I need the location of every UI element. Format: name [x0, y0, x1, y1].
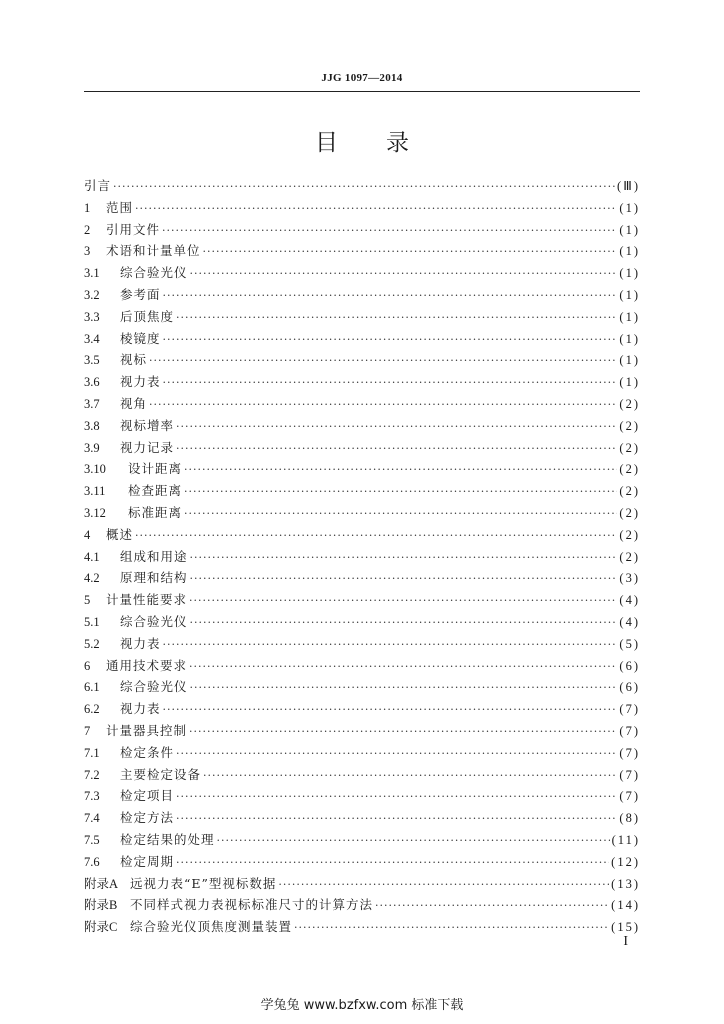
toc-entry-page: (4): [619, 593, 640, 608]
toc-leader-dots: [278, 874, 609, 896]
toc-entry-page: (7): [619, 723, 640, 738]
toc-entry-number: 1: [84, 200, 91, 215]
toc-leader-dots: [217, 830, 610, 852]
toc-entry-number: 7.4: [84, 811, 100, 826]
toc-leader-dots: [162, 220, 617, 242]
toc-leader-dots: [149, 350, 617, 372]
toc-entry-page: (2): [619, 396, 640, 411]
toc-entry-number: 3.9: [84, 440, 100, 455]
toc-entry-page: (6): [619, 680, 640, 695]
toc-entry[interactable]: [84, 502, 640, 524]
toc-entry-page: (11): [611, 832, 640, 847]
watermark-footer: 学兔兔 www.bzfxw.com 标准下载: [260, 998, 464, 1013]
toc-entry[interactable]: [84, 458, 640, 480]
toc-entry-title: 概述: [106, 526, 134, 542]
toc-entry[interactable]: [84, 480, 640, 502]
toc-entry-page: (1): [619, 309, 640, 324]
toc-entry[interactable]: [84, 371, 640, 393]
toc-entry-page: (1): [619, 200, 640, 215]
toc-entry[interactable]: [84, 676, 640, 698]
toc-entry-page: (1): [619, 353, 640, 368]
toc-entry-title: 检定方法: [120, 810, 175, 826]
toc-entry[interactable]: [84, 589, 640, 611]
toc-entry-title: 检定结果的处理: [120, 831, 215, 847]
toc-entry-number: 3.2: [84, 287, 100, 302]
toc-leader-dots: [176, 852, 609, 874]
toc-entry-title: 计量器具控制: [106, 722, 188, 738]
toc-leader-dots: [176, 438, 617, 460]
toc-leader-dots: [190, 677, 618, 699]
toc-entry-page: (2): [619, 505, 640, 520]
toc-entry[interactable]: [84, 393, 640, 415]
toc-leader-dots: [163, 372, 618, 394]
toc-leader-dots: [190, 568, 618, 590]
toc-entry[interactable]: [84, 546, 640, 568]
toc-entry-title: 通用技术要求: [106, 657, 188, 673]
toc-entry[interactable]: [84, 415, 640, 437]
toc-entry-number: 6: [84, 658, 91, 673]
toc-leader-dots: [163, 634, 618, 656]
toc-entry-page: (5): [619, 636, 640, 651]
toc-entry-title: 引用文件: [106, 221, 161, 237]
toc-entry-title: 综合验光仪: [120, 613, 188, 629]
toc-entry[interactable]: [84, 764, 640, 786]
toc-entry[interactable]: [84, 785, 640, 807]
toc-entry-number: 3.3: [84, 309, 100, 324]
toc-entry-number: 3.8: [84, 418, 100, 433]
toc-entry[interactable]: [84, 698, 640, 720]
toc-entry-title: 综合验光仪: [120, 265, 188, 281]
toc-entry[interactable]: [84, 567, 640, 589]
toc-entry-title: 主要检定设备: [120, 766, 202, 782]
toc-entry-title: 术语和计量单位: [106, 243, 201, 259]
toc-leader-dots: [176, 743, 617, 765]
toc-entry-title: 引言: [84, 178, 112, 193]
toc-entry-title: 视标增率: [120, 417, 175, 433]
toc-leader-dots: [190, 263, 618, 285]
toc-entry[interactable]: [84, 262, 640, 284]
toc-entry-title: 视标: [120, 352, 148, 368]
toc-entry-title: 视力表: [120, 374, 161, 390]
toc-entry-number: 7.3: [84, 789, 100, 804]
toc-entry-number: 附录A: [84, 876, 119, 891]
toc-entry-page: (4): [619, 614, 640, 629]
toc-entry[interactable]: [84, 175, 640, 197]
toc-entry-number: 7.2: [84, 767, 100, 782]
toc-entry-page: (2): [619, 462, 640, 477]
toc-entry-number: 3.12: [84, 505, 106, 520]
toc-entry-page: (2): [619, 549, 640, 564]
toc-entry-page: (14): [611, 898, 640, 913]
toc-leader-dots: [163, 329, 618, 351]
toc-entry-page: (7): [619, 767, 640, 782]
toc-entry-number: 4: [84, 527, 91, 542]
toc-leader-dots: [113, 176, 615, 198]
toc-entry-number: 5: [84, 593, 91, 608]
toc-entry-page: (1): [619, 331, 640, 346]
toc-leader-dots: [203, 241, 618, 263]
toc-entry-page: (7): [619, 745, 640, 760]
toc-entry-page: (1): [619, 244, 640, 259]
toc-entry[interactable]: [84, 720, 640, 742]
toc-entry[interactable]: [84, 894, 640, 916]
toc-entry-page: (13): [611, 876, 640, 891]
toc-leader-dots: [176, 307, 617, 329]
toc-entry[interactable]: [84, 349, 640, 371]
toc-entry-title: 设计距离: [128, 461, 183, 477]
toc-entry-page: (1): [619, 287, 640, 302]
toc-entry[interactable]: [84, 611, 640, 633]
toc-entry-title: 视力记录: [120, 439, 175, 455]
toc-entry-title: 组成和用途: [120, 548, 188, 564]
toc-entry-number: 7.5: [84, 832, 100, 847]
page-number: I: [623, 934, 628, 949]
toc-entry-number: 3.7: [84, 396, 100, 411]
toc-entry-page: (1): [619, 266, 640, 281]
header-rule: [84, 91, 640, 92]
toc-entry[interactable]: [84, 197, 640, 219]
toc-entry[interactable]: [84, 284, 640, 306]
toc-leader-dots: [163, 699, 618, 721]
toc-leader-dots: [135, 525, 617, 547]
toc-entry-title: 远视力表“E”型视标数据: [130, 875, 277, 891]
toc-leader-dots: [190, 547, 618, 569]
toc-entry-number: 3.5: [84, 353, 100, 368]
toc-entry-number: 3.4: [84, 331, 100, 346]
toc-entry-page: (Ⅲ): [617, 179, 640, 193]
toc-entry[interactable]: [84, 655, 640, 677]
toc-leader-dots: [189, 656, 617, 678]
toc-leader-dots: [176, 786, 617, 808]
toc-entry-number: 3.1: [84, 266, 100, 281]
toc-entry[interactable]: [84, 916, 640, 938]
toc-entry-title: 检定条件: [120, 744, 175, 760]
toc-entry-number: 5.2: [84, 636, 100, 651]
toc-entry-title: 综合验光仪: [120, 679, 188, 695]
toc-entry-page: (12): [611, 854, 640, 869]
toc-entry[interactable]: [84, 829, 640, 851]
toc-entry-number: 2: [84, 222, 91, 237]
toc-entry-number: 7.1: [84, 745, 100, 760]
toc-entry-title: 范围: [106, 199, 134, 215]
toc-entry-title: 检查距离: [128, 483, 183, 499]
toc-entry-number: 3.11: [84, 484, 106, 499]
toc-entry-title: 检定周期: [120, 853, 175, 869]
toc-entry-page: (8): [619, 811, 640, 826]
toc-entry-title: 计量性能要求: [106, 592, 188, 608]
toc-entry-number: 附录C: [84, 920, 118, 935]
toc-entry-title: 视力表: [120, 701, 161, 717]
toc-leader-dots: [190, 612, 618, 634]
toc-entry-number: 6.1: [84, 680, 100, 695]
toc-entry-page: (6): [619, 658, 640, 673]
toc-entry[interactable]: [84, 524, 640, 546]
toc-entry-number: 4.2: [84, 571, 100, 586]
toc-leader-dots: [184, 503, 617, 525]
toc-entry-page: (7): [619, 702, 640, 717]
toc-entry[interactable]: [84, 851, 640, 873]
toc-entry-page: (2): [619, 527, 640, 542]
toc-entry[interactable]: [84, 873, 640, 895]
toc-entry[interactable]: [84, 807, 640, 829]
toc-leader-dots: [176, 808, 617, 830]
table-of-contents: [84, 175, 640, 938]
toc-entry-title: 不同样式视力表视标标准尺寸的计算方法: [130, 897, 374, 913]
toc-entry-title: 后顶焦度: [120, 308, 175, 324]
toc-entry[interactable]: [84, 633, 640, 655]
toc-entry-number: 4.1: [84, 549, 100, 564]
toc-leader-dots: [189, 721, 617, 743]
toc-entry-page: (3): [619, 571, 640, 586]
toc-leader-dots: [294, 917, 609, 939]
toc-entry-number: 3: [84, 244, 91, 259]
toc-entry[interactable]: [84, 219, 640, 241]
toc-entry-page: (2): [619, 440, 640, 455]
toc-leader-dots: [184, 459, 617, 481]
toc-leader-dots: [375, 895, 609, 917]
toc-entry-page: (15): [611, 920, 640, 935]
toc-entry-page: (2): [619, 418, 640, 433]
toc-leader-dots: [135, 198, 617, 220]
toc-leader-dots: [203, 765, 617, 787]
toc-entry-title: 综合验光仪顶焦度测量装置: [130, 919, 293, 935]
toc-entry[interactable]: [84, 306, 640, 328]
toc-entry-title: 棱镜度: [120, 330, 161, 346]
toc-entry[interactable]: [84, 742, 640, 764]
toc-entry-number: 3.10: [84, 462, 106, 477]
toc-entry-title: 视角: [120, 395, 148, 411]
toc-entry-page: (1): [619, 222, 640, 237]
page-title: 目录: [315, 130, 457, 156]
toc-entry-number: 附录B: [84, 898, 118, 913]
toc-leader-dots: [149, 394, 617, 416]
toc-entry[interactable]: [84, 328, 640, 350]
toc-leader-dots: [163, 285, 618, 307]
toc-leader-dots: [176, 416, 617, 438]
toc-entry-page: (1): [619, 375, 640, 390]
toc-entry-number: 3.6: [84, 375, 100, 390]
toc-entry-number: 7: [84, 723, 91, 738]
toc-leader-dots: [189, 590, 617, 612]
toc-entry-title: 标准距离: [128, 504, 183, 520]
toc-entry-page: (7): [619, 789, 640, 804]
toc-entry[interactable]: [84, 437, 640, 459]
toc-entry-number: 7.6: [84, 854, 100, 869]
toc-entry-number: 5.1: [84, 614, 100, 629]
toc-leader-dots: [184, 481, 617, 503]
toc-entry-title: 原理和结构: [120, 570, 188, 586]
toc-entry-number: 6.2: [84, 702, 100, 717]
running-header: JJG 1097—2014: [321, 72, 403, 84]
toc-entry-title: 检定项目: [120, 788, 175, 804]
toc-entry-title: 参考面: [120, 286, 161, 302]
toc-entry-title: 视力表: [120, 635, 161, 651]
toc-entry-page: (2): [619, 484, 640, 499]
toc-entry[interactable]: [84, 240, 640, 262]
